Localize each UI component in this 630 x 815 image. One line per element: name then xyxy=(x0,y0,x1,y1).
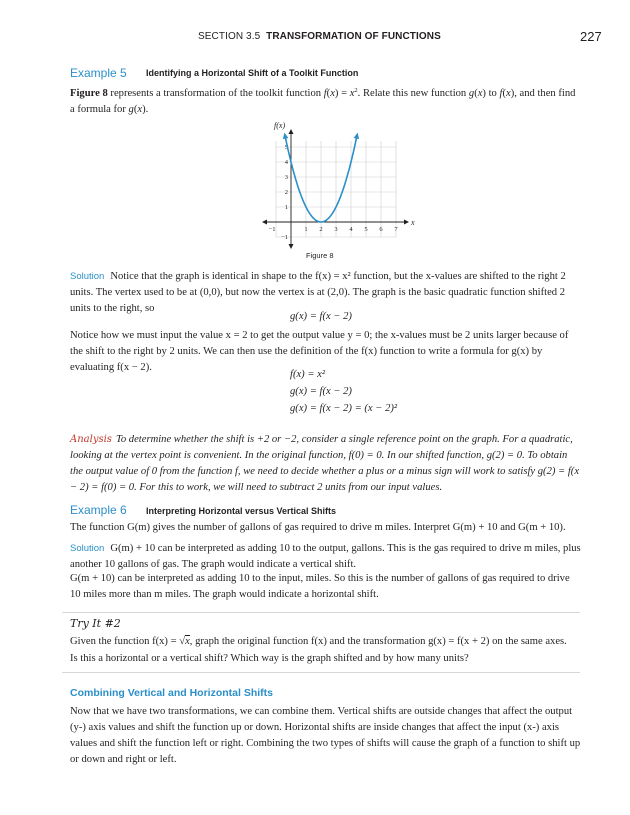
example5-problem: Figure 8 represents a transformation of the toolkit function $f(x) = x^2$. Relate this new function g(x) to f(x), and then find a formula for g(x). xyxy=(70,87,576,115)
equation-4: g(x) = f(x − 2) = (x − 2)² xyxy=(290,403,398,414)
section-title: TRANSFORMATION OF FUNCTIONS xyxy=(266,31,441,42)
y-tick-label: 4 xyxy=(284,159,288,167)
x-tick-label: 2 xyxy=(319,226,323,233)
try-it-question: Is this a horizontal or a vertical shift? Which way is the graph shifted and by how many units? xyxy=(70,653,469,664)
x-tick-label: 7 xyxy=(394,226,398,233)
x-axis-arrow-left xyxy=(262,220,267,225)
solution-label: Solution xyxy=(70,271,105,282)
y-axis-arrow-up xyxy=(289,129,294,134)
try-it-title: Try It #2 xyxy=(70,617,121,630)
example5-solution-p2: Notice how we must input the value x = 2 to get the output value y = 0; the x-values must be 2 units larger because of the shift to the right by 2 units. We can then use the definition of the f(x) function to write a formula for g(x) by evaluating f(x − 2). xyxy=(70,330,569,373)
equation-1: g(x) = f(x − 2) xyxy=(290,311,352,322)
analysis-block: Analysis To determine whether the shift is +2 or −2, consider a single reference point on the graph. For a quadratic, looking at the vertex point is convenient. In the original function, f(0) = 0. In our shifted function, g(2) = 0. To obtain the output value of 0 from the function f, we need to decide whether a plus or a minus sign will work to satisfy g(2) = f(x − 2) = f(0) = 0. For this to work, we will need to subtract 2 units from our input values. xyxy=(70,434,580,493)
example6-label: Example 6 xyxy=(70,503,127,517)
curve-arrow-left xyxy=(283,133,288,139)
figure-8-graph xyxy=(244,116,415,248)
try-it-top-rule xyxy=(62,612,580,613)
y-axis-label: f(x) xyxy=(274,121,286,130)
try-it-text: Given the function f(x) = √x, graph the original function f(x) and the transformation g(x) = f(x + 2) on the same axes. xyxy=(70,636,567,647)
example6-solution: Solution G(m) + 10 can be interpreted as adding 10 to the output, gallons. This is the gas required to drive m miles, plus another 10 gallons of gas. The graph would indicate a vertical shift. xyxy=(70,543,581,570)
x-tick-label: 6 xyxy=(379,226,383,233)
example6-title: Interpreting Horizontal versus Vertical Shifts xyxy=(146,506,337,516)
example5-solution: Solution Notice that the graph is identical in shape to the f(x) = x² function, but the x-values are shifted to the right 2 units. The vertex used to be at (0,0), but now the vertex is at (2,0). The graph is the basic quadratic function shifted 2 units to the right, so xyxy=(70,271,566,314)
try-it-bottom-rule xyxy=(62,672,580,673)
example5-title: Identifying a Horizontal Shift of a Toolkit Function xyxy=(146,68,359,78)
page-number: 227 xyxy=(580,29,602,44)
example6-problem: The function G(m) gives the number of gallons of gas required to drive m miles. Interpret G(m) + 10 and G(m + 10). xyxy=(70,522,566,533)
figure-ref: Figure 8 xyxy=(70,88,108,99)
y-tick-label: 2 xyxy=(284,189,288,197)
sqrt-argument: x xyxy=(185,636,190,647)
example6-solution-p2: G(m + 10) can be interpreted as adding 10 to the input, miles. So this is the number of gallons of gas required to drive 10 miles more than m miles. The graph would indicate a horizontal shift. xyxy=(70,573,570,600)
figure-caption: Figure 8 xyxy=(306,251,334,260)
grid xyxy=(276,141,396,237)
example5-label: Example 5 xyxy=(70,66,127,80)
x-tick-label: 5 xyxy=(364,226,368,233)
x-tick-label: 4 xyxy=(349,226,353,233)
y-tick-label: 3 xyxy=(284,174,288,182)
y-axis-arrow-down xyxy=(289,244,294,249)
equation-3: g(x) = f(x − 2) xyxy=(290,386,352,397)
x-tick-label: 1 xyxy=(304,226,308,233)
x-tick-label: −1 xyxy=(268,226,276,233)
x-tick-label: 3 xyxy=(334,226,338,233)
x-axis-label: x xyxy=(411,218,415,227)
example6-solution-label: Solution xyxy=(70,543,105,554)
sqrt-symbol: √ xyxy=(179,636,186,647)
analysis-label: Analysis xyxy=(70,434,112,445)
combining-text: Now that we have two transformations, we can combine them. Vertical shifts are outside changes that affect the output (y-) axis values and shift the function up or down. Horizontal shifts are inside changes that affect the input (x-) axis values and shift the function left or right. Combining the two types of shifts will cause the graph of a function to shift up or down and right or left. xyxy=(70,706,581,765)
curve-arrow-right xyxy=(354,133,359,139)
y-tick-label: 5 xyxy=(284,144,288,152)
y-tick-label: −1 xyxy=(281,234,288,242)
tick-labels xyxy=(269,144,399,241)
equation-2: f(x) = x² xyxy=(290,369,326,380)
x-axis-arrow-right xyxy=(404,220,409,225)
running-header xyxy=(198,31,441,42)
y-tick-label: 1 xyxy=(284,204,288,212)
combining-heading: Combining Vertical and Horizontal Shifts xyxy=(70,687,274,699)
section-number: SECTION 3.5 xyxy=(198,31,261,42)
